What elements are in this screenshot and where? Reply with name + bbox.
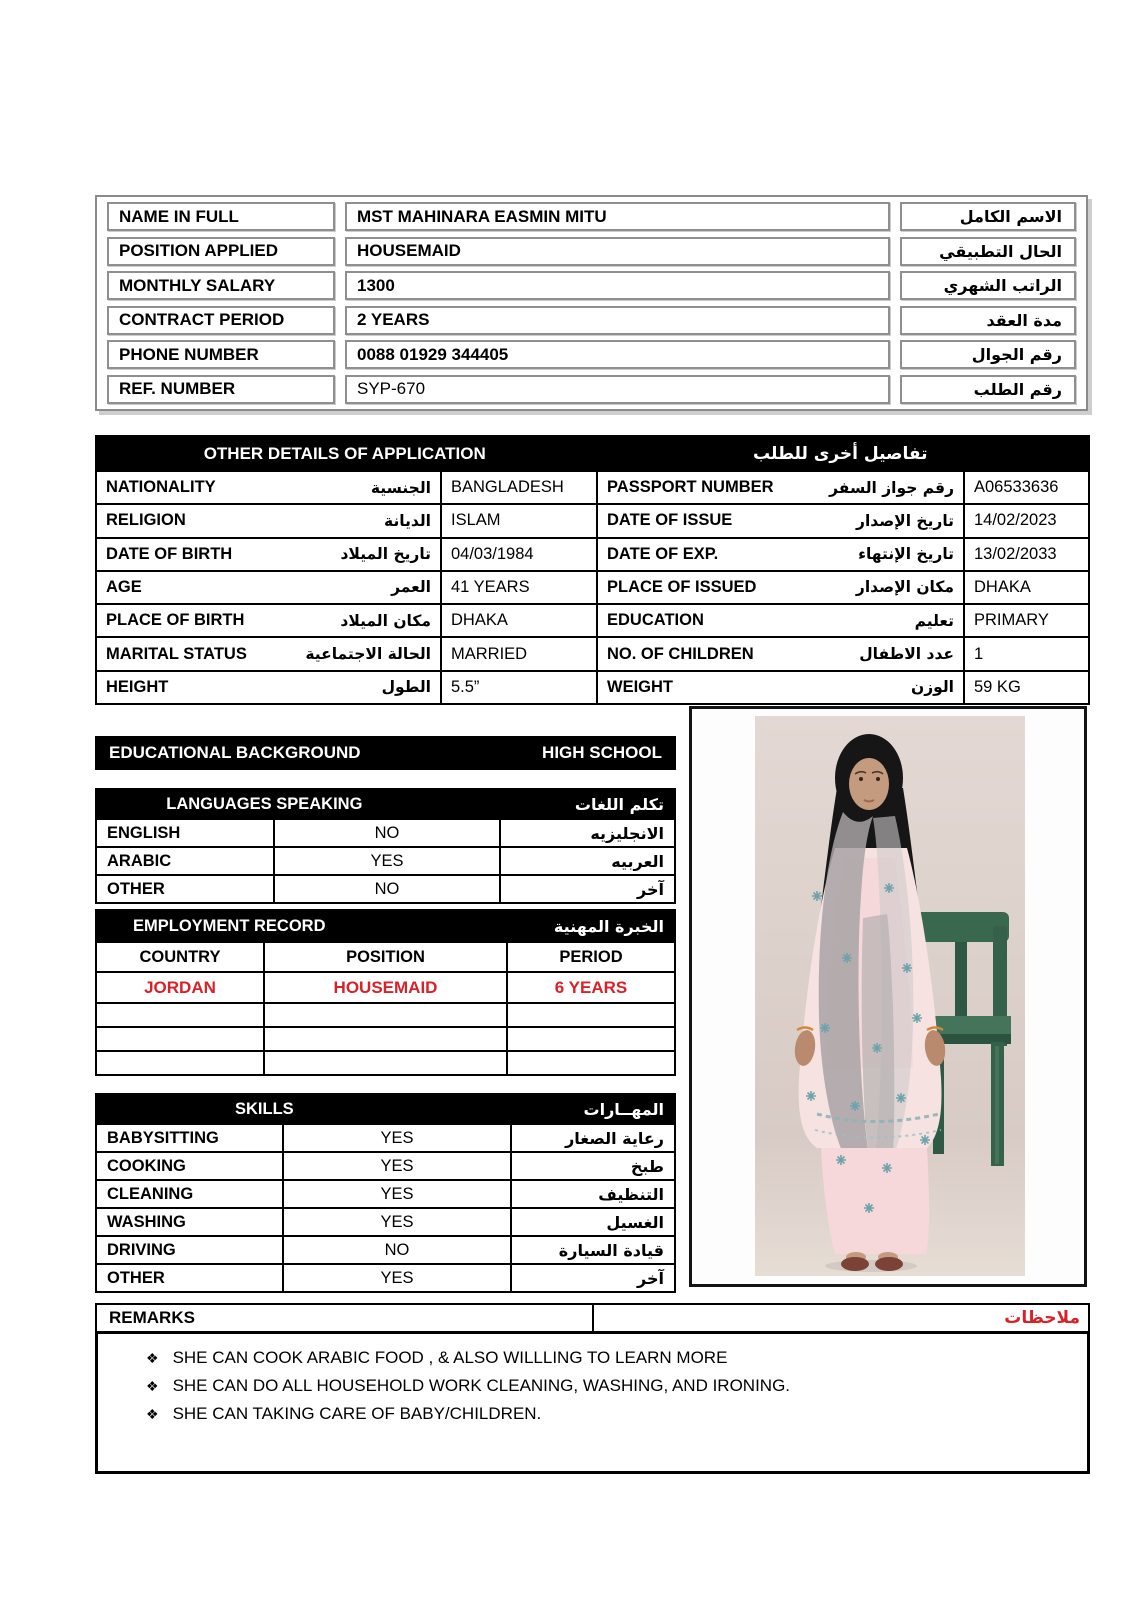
skills-header bbox=[97, 1095, 674, 1123]
skill-label-arabic-text: قيادة السيارة bbox=[558, 1240, 664, 1260]
field-value-text: 04/03/1984 bbox=[451, 544, 534, 563]
field-value bbox=[345, 237, 890, 266]
remark-text: SHE CAN COOK ARABIC FOOD , & ALSO WILLLING TO LEARN MORE bbox=[172, 1348, 728, 1367]
field-value bbox=[440, 572, 596, 603]
field-label-text: EDUCATION bbox=[607, 611, 704, 630]
field-label-text: NO. OF CHILDREN bbox=[607, 644, 754, 663]
field-value bbox=[963, 505, 1088, 536]
employment-position-text: HOUSEMAID bbox=[333, 977, 438, 997]
field-label bbox=[107, 340, 335, 369]
field-label-text: RELIGION bbox=[106, 511, 186, 530]
other-details-table bbox=[95, 435, 1090, 705]
field-value bbox=[440, 605, 596, 636]
skill-value-text: YES bbox=[380, 1212, 414, 1231]
skill-value bbox=[282, 1237, 510, 1263]
column-header-text: COUNTRY bbox=[139, 947, 221, 966]
field-value bbox=[345, 271, 890, 300]
applicant-photo bbox=[755, 716, 1025, 1276]
table-row bbox=[97, 603, 1088, 636]
field-label-arabic-text: الراتب الشهري bbox=[943, 276, 1062, 296]
field-value-text: 2 YEARS bbox=[357, 310, 430, 330]
skill-label-arabic-text: التنظيف bbox=[598, 1184, 664, 1204]
field-label-arabic bbox=[900, 375, 1076, 404]
skill-label bbox=[97, 1181, 282, 1207]
language-label bbox=[97, 848, 273, 874]
language-value bbox=[273, 848, 499, 874]
table-row bbox=[97, 846, 674, 874]
table-row bbox=[107, 271, 1076, 300]
table-row bbox=[97, 1151, 674, 1179]
field-label-text: DATE OF ISSUE bbox=[607, 511, 733, 530]
field-value-text: ISLAM bbox=[451, 511, 501, 530]
table-row bbox=[97, 537, 1088, 570]
language-label-arabic-text: العربيه bbox=[611, 851, 664, 871]
language-label-arabic bbox=[499, 820, 674, 846]
language-label-arabic-text: الانجليزيه bbox=[590, 823, 664, 843]
skill-label-arabic bbox=[510, 1209, 674, 1235]
diamond-bullet-icon: ❖ bbox=[146, 1378, 159, 1394]
skill-value bbox=[282, 1125, 510, 1151]
diamond-bullet-icon: ❖ bbox=[146, 1350, 159, 1366]
applicant-photo-frame bbox=[689, 706, 1087, 1287]
field-label-arabic-text: رقم الطلب bbox=[973, 379, 1062, 399]
table-row bbox=[97, 1235, 674, 1263]
field-label bbox=[107, 306, 335, 335]
field-value bbox=[440, 672, 596, 703]
field-value bbox=[963, 472, 1088, 503]
language-value-text: NO bbox=[374, 823, 400, 842]
section-title bbox=[97, 917, 326, 936]
skill-label-arabic-text: طبخ bbox=[630, 1156, 664, 1176]
table-row bbox=[107, 340, 1076, 369]
employment-position bbox=[263, 973, 506, 1002]
skill-value-text: NO bbox=[384, 1240, 410, 1259]
table-row bbox=[97, 1263, 674, 1291]
table-row bbox=[97, 1123, 674, 1151]
skill-label-text: COOKING bbox=[107, 1156, 186, 1175]
column-header bbox=[97, 943, 263, 971]
table-row bbox=[107, 306, 1076, 335]
remark-item bbox=[146, 1400, 1077, 1428]
language-label-text: ARABIC bbox=[107, 851, 172, 870]
employment-header bbox=[97, 911, 674, 941]
field-value bbox=[345, 340, 890, 369]
language-label-arabic bbox=[499, 848, 674, 874]
field-label-text: CONTRACT PERIOD bbox=[119, 310, 285, 330]
field-label-arabic-text: تاريخ الإنتهاء bbox=[858, 545, 954, 564]
language-value bbox=[273, 820, 499, 846]
section-title-text: SKILLS bbox=[234, 1099, 294, 1118]
section-title-text: LANGUAGES SPEAKING bbox=[166, 794, 363, 813]
skill-value-text: YES bbox=[380, 1184, 414, 1203]
field-label-arabic-text: رقم جواز السفر bbox=[829, 478, 954, 497]
skill-label-text: CLEANING bbox=[107, 1184, 194, 1203]
section-title bbox=[97, 795, 432, 814]
skill-label-text: WASHING bbox=[107, 1212, 186, 1231]
employment-empty-row bbox=[97, 1050, 674, 1074]
field-label-arabic-text: مكان الميلاد bbox=[340, 611, 431, 630]
field-label-text: PASSPORT NUMBER bbox=[607, 478, 774, 497]
skill-label bbox=[97, 1209, 282, 1235]
table-row bbox=[97, 874, 674, 902]
skill-label-arabic bbox=[510, 1153, 674, 1179]
field-value bbox=[345, 306, 890, 335]
field-value bbox=[345, 375, 890, 404]
field-label-arabic-text: الجنسية bbox=[370, 478, 431, 497]
column-header bbox=[263, 943, 506, 971]
field-label bbox=[596, 472, 963, 503]
remarks-content bbox=[95, 1331, 1090, 1474]
employment-period-text: 6 YEARS bbox=[554, 977, 628, 997]
remarks-title-arabic bbox=[594, 1305, 1088, 1331]
field-label-text: REF. NUMBER bbox=[119, 379, 236, 399]
applicant-summary-table bbox=[95, 195, 1088, 411]
column-header-text: PERIOD bbox=[559, 947, 623, 966]
field-label bbox=[596, 605, 963, 636]
empty-cell bbox=[263, 1052, 506, 1074]
field-label bbox=[596, 572, 963, 603]
field-value-text: HOUSEMAID bbox=[357, 241, 461, 261]
section-title-arabic bbox=[432, 795, 674, 814]
field-label-text: PLACE OF BIRTH bbox=[106, 611, 245, 630]
empty-cell bbox=[97, 1028, 263, 1050]
languages-table bbox=[95, 788, 676, 904]
skill-label-arabic bbox=[510, 1237, 674, 1263]
field-value-text: MST MAHINARA EASMIN MITU bbox=[357, 206, 607, 226]
skill-label bbox=[97, 1265, 282, 1291]
skill-label-text: DRIVING bbox=[107, 1240, 176, 1259]
empty-cell bbox=[506, 1004, 674, 1026]
skill-label-arabic-text: الغسيل bbox=[606, 1212, 664, 1232]
field-value-text: DHAKA bbox=[451, 611, 508, 630]
field-value-text: 5.5” bbox=[451, 677, 480, 696]
field-label-text: NAME IN FULL bbox=[119, 206, 239, 226]
skill-value bbox=[282, 1153, 510, 1179]
field-label-arabic-text: تاريخ الإصدار bbox=[856, 511, 954, 530]
field-label bbox=[97, 539, 440, 570]
employment-record-row bbox=[97, 971, 674, 1002]
table-row bbox=[97, 1207, 674, 1235]
field-label-arabic-text: تعليم bbox=[914, 611, 954, 630]
skill-label-arabic-text: آخر bbox=[637, 1268, 664, 1288]
table-row bbox=[97, 470, 1088, 503]
language-label-text: OTHER bbox=[107, 879, 165, 898]
field-value-text: 59 KG bbox=[974, 677, 1021, 696]
table-row bbox=[97, 503, 1088, 536]
field-label bbox=[596, 638, 963, 669]
field-value-text: 13/02/2033 bbox=[974, 544, 1057, 563]
skill-label bbox=[97, 1153, 282, 1179]
table-row bbox=[97, 1179, 674, 1207]
field-value-text: MARRIED bbox=[451, 644, 528, 663]
language-label-arabic-text: آخر bbox=[637, 879, 664, 899]
table-row bbox=[97, 636, 1088, 669]
field-value-text: 1 bbox=[974, 644, 984, 663]
field-label-arabic-text: الحالة الاجتماعية bbox=[305, 645, 431, 664]
field-value bbox=[440, 472, 596, 503]
field-value-text: DHAKA bbox=[974, 577, 1031, 596]
field-label bbox=[107, 202, 335, 231]
field-label-text: DATE OF BIRTH bbox=[106, 544, 233, 563]
section-title-arabic-text: تكلم اللغات bbox=[574, 794, 664, 814]
empty-cell bbox=[97, 1004, 263, 1026]
column-header-text: POSITION bbox=[346, 947, 425, 966]
remark-item bbox=[146, 1372, 1077, 1400]
field-label bbox=[97, 638, 440, 669]
skill-value-text: YES bbox=[380, 1128, 414, 1147]
remarks-title-text: REMARKS bbox=[109, 1308, 195, 1327]
skills-table bbox=[95, 1093, 676, 1293]
employment-record-table bbox=[95, 909, 676, 1076]
language-label-arabic bbox=[499, 876, 674, 902]
field-value bbox=[345, 202, 890, 231]
field-label-arabic bbox=[900, 306, 1076, 335]
skill-label-text: BABYSITTING bbox=[107, 1128, 219, 1147]
field-label-arabic-text: الطول bbox=[381, 678, 431, 697]
employment-empty-row bbox=[97, 1026, 674, 1050]
field-label-text: AGE bbox=[106, 577, 142, 596]
skill-label-arabic bbox=[510, 1265, 674, 1291]
empty-cell bbox=[506, 1052, 674, 1074]
field-value bbox=[440, 539, 596, 570]
field-value-text: BANGLADESH bbox=[451, 478, 564, 497]
field-label-arabic-text: الديانة bbox=[384, 511, 431, 530]
language-value-text: YES bbox=[370, 851, 404, 870]
empty-cell bbox=[506, 1028, 674, 1050]
languages-header bbox=[97, 790, 674, 818]
skill-label bbox=[97, 1237, 282, 1263]
field-label-arabic-text: الاسم الكامل bbox=[959, 207, 1062, 227]
field-label-arabic-text: العمر bbox=[391, 578, 431, 597]
language-label bbox=[97, 820, 273, 846]
skill-label bbox=[97, 1125, 282, 1151]
table-row bbox=[107, 237, 1076, 266]
diamond-bullet-icon: ❖ bbox=[146, 1406, 159, 1422]
table-row bbox=[97, 818, 674, 846]
skill-label-text: OTHER bbox=[107, 1268, 165, 1287]
section-title-arabic-text: تفاصيل أخرى للطلب bbox=[753, 443, 928, 464]
field-label-text: DATE OF EXP. bbox=[607, 544, 719, 563]
field-value-text: 0088 01929 344405 bbox=[357, 344, 509, 364]
skill-value bbox=[282, 1209, 510, 1235]
employment-empty-row bbox=[97, 1002, 674, 1026]
field-label-text: MONTHLY SALARY bbox=[119, 275, 276, 295]
remark-item bbox=[146, 1344, 1077, 1372]
field-label-arabic bbox=[900, 340, 1076, 369]
field-label bbox=[596, 539, 963, 570]
table-row bbox=[107, 202, 1076, 231]
field-label-arabic-text: رقم الجوال bbox=[971, 345, 1062, 365]
table-row bbox=[97, 670, 1088, 703]
field-label-arabic-text: عدد الاطفال bbox=[859, 645, 954, 664]
skill-value-text: YES bbox=[380, 1156, 414, 1175]
field-label-arabic-text: مكان الإصدار bbox=[855, 578, 954, 597]
language-label-text: ENGLISH bbox=[107, 823, 181, 842]
field-label-arabic-text: تاريخ الميلاد bbox=[340, 545, 431, 564]
section-title-arabic-text: المهــارات bbox=[583, 1099, 664, 1119]
field-label-arabic bbox=[900, 202, 1076, 231]
field-label-arabic bbox=[900, 237, 1076, 266]
field-label-text: NATIONALITY bbox=[106, 478, 216, 497]
field-value bbox=[963, 572, 1088, 603]
employment-column-headers bbox=[97, 941, 674, 971]
skill-value bbox=[282, 1181, 510, 1207]
empty-cell bbox=[263, 1028, 506, 1050]
remark-text: SHE CAN DO ALL HOUSEHOLD WORK CLEANING, WASHING, AND IRONING. bbox=[172, 1376, 791, 1395]
table-row bbox=[107, 375, 1076, 404]
table-row bbox=[97, 570, 1088, 603]
field-label-arabic bbox=[900, 271, 1076, 300]
section-title-text: OTHER DETAILS OF APPLICATION bbox=[203, 443, 486, 463]
field-value-text: 1300 bbox=[357, 275, 395, 295]
field-value-text: 41 YEARS bbox=[451, 577, 530, 596]
field-value bbox=[963, 638, 1088, 669]
field-label bbox=[596, 672, 963, 703]
skill-label-arabic bbox=[510, 1125, 674, 1151]
field-label-text: WEIGHT bbox=[607, 677, 673, 696]
section-title bbox=[97, 1100, 432, 1119]
field-label-arabic-text: الوزن bbox=[910, 678, 954, 697]
remarks-title-arabic-text: ملاحظات bbox=[1004, 1308, 1080, 1328]
field-value bbox=[440, 638, 596, 669]
field-label bbox=[97, 605, 440, 636]
field-value-text: 14/02/2023 bbox=[974, 511, 1057, 530]
educational-background-label: EDUCATIONAL BACKGROUND bbox=[109, 743, 361, 762]
section-title-text: EMPLOYMENT RECORD bbox=[133, 916, 326, 935]
field-value-text: PRIMARY bbox=[974, 611, 1049, 630]
field-label-text: PHONE NUMBER bbox=[119, 344, 259, 364]
field-label bbox=[107, 375, 335, 404]
employment-period bbox=[506, 973, 674, 1002]
skill-label-arabic-text: رعاية الصغار bbox=[565, 1128, 664, 1148]
field-value-text: A06533636 bbox=[974, 478, 1059, 497]
field-label-arabic-text: الحال التطبيقي bbox=[939, 241, 1062, 261]
field-value bbox=[440, 505, 596, 536]
language-value bbox=[273, 876, 499, 902]
field-label bbox=[107, 237, 335, 266]
language-label bbox=[97, 876, 273, 902]
section-title bbox=[97, 437, 593, 470]
employment-country-text: JORDAN bbox=[144, 977, 216, 997]
educational-background-value: HIGH SCHOOL bbox=[542, 743, 662, 762]
field-label bbox=[97, 572, 440, 603]
remarks-header bbox=[95, 1303, 1090, 1333]
field-label bbox=[107, 271, 335, 300]
language-value-text: NO bbox=[374, 879, 400, 898]
field-value bbox=[963, 605, 1088, 636]
field-value bbox=[963, 539, 1088, 570]
other-details-header bbox=[97, 437, 1088, 470]
field-label-text: MARITAL STATUS bbox=[106, 644, 247, 663]
field-label-text: PLACE OF ISSUED bbox=[607, 577, 757, 596]
empty-cell bbox=[97, 1052, 263, 1074]
field-label-text: HEIGHT bbox=[106, 677, 169, 696]
section-title-arabic bbox=[432, 1100, 674, 1119]
field-value-text: SYP-670 bbox=[357, 379, 426, 399]
skill-value bbox=[282, 1265, 510, 1291]
column-header bbox=[506, 943, 674, 971]
field-label bbox=[97, 505, 440, 536]
section-title-arabic bbox=[326, 917, 674, 936]
field-label bbox=[596, 505, 963, 536]
employment-country bbox=[97, 973, 263, 1002]
field-label-arabic-text: مدة العقد bbox=[986, 310, 1062, 330]
field-label-text: POSITION APPLIED bbox=[119, 241, 279, 261]
section-title-arabic bbox=[593, 437, 1089, 470]
empty-cell bbox=[263, 1004, 506, 1026]
section-title-arabic-text: الخبرة المهنية bbox=[553, 916, 664, 936]
field-label bbox=[97, 672, 440, 703]
skill-label-arabic bbox=[510, 1181, 674, 1207]
remarks-title bbox=[97, 1305, 594, 1331]
skill-value-text: YES bbox=[380, 1268, 414, 1287]
educational-background-bar bbox=[95, 736, 676, 770]
remark-text: SHE CAN TAKING CARE OF BABY/CHILDREN. bbox=[172, 1404, 542, 1423]
field-value bbox=[963, 672, 1088, 703]
field-label bbox=[97, 472, 440, 503]
